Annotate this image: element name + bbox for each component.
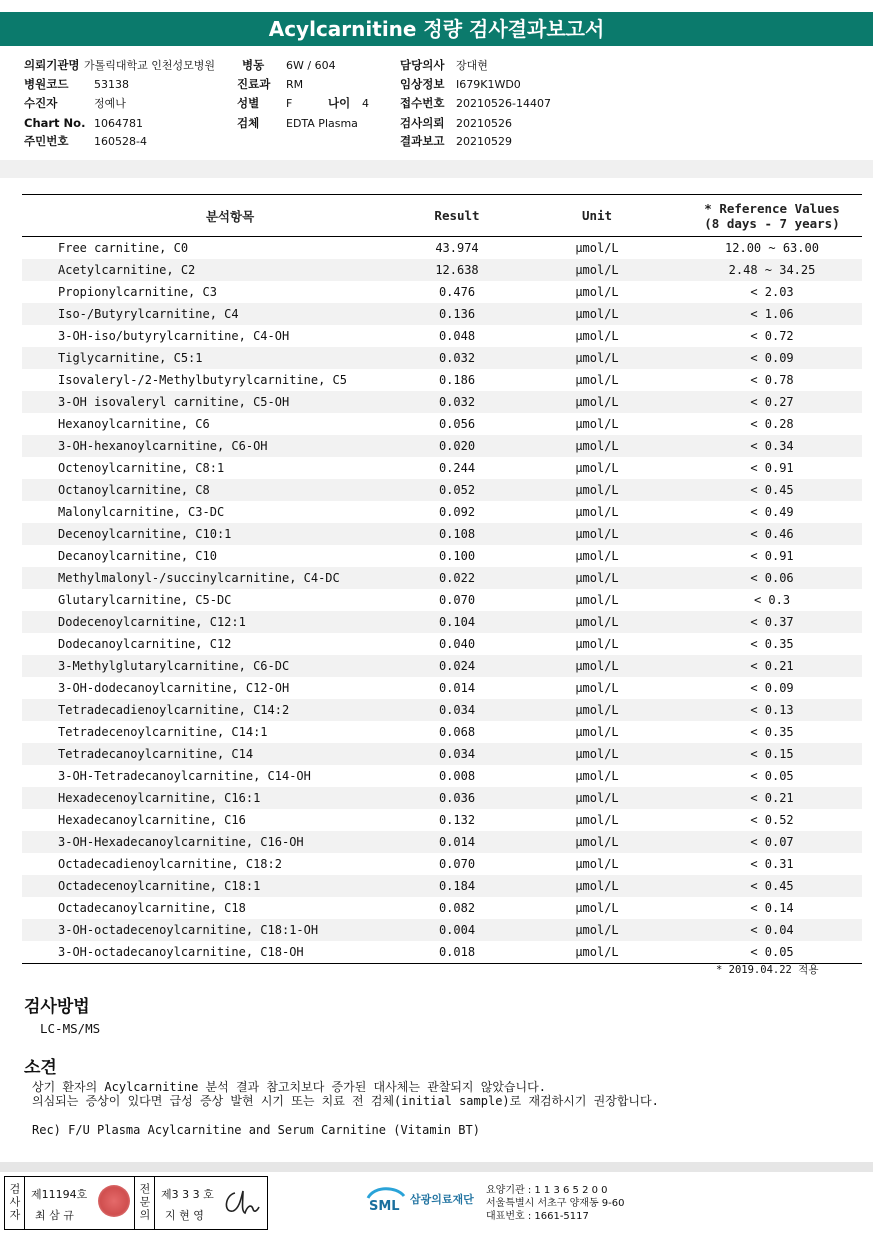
header-reference-line1: * Reference Values <box>704 200 840 216</box>
row-name: Hexanoylcarnitine, C6 <box>58 417 210 431</box>
row-unit: μmol/L <box>575 373 619 387</box>
signature-box <box>4 1176 268 1230</box>
table-row <box>22 611 862 633</box>
report-value: 20210529 <box>456 135 512 148</box>
row-reference: < 0.35 <box>750 725 794 739</box>
table-row <box>22 743 862 765</box>
row-name: Glutarylcarnitine, C5-DC <box>58 593 232 607</box>
report-label: 결과보고 <box>400 134 445 148</box>
row-name: Malonylcarnitine, C3-DC <box>58 505 225 519</box>
row-name: Octanoylcarnitine, C8 <box>22 479 402 501</box>
opinion-line1: 상기 환자의 Acylcarnitine 분석 결과 참고치보다 증가된 대사체는 관찰되지 않았습니다. <box>32 1080 546 1094</box>
row-reference: < 0.37 <box>682 611 862 633</box>
row-reference: < 0.45 <box>682 875 862 897</box>
inspector-label <box>5 1177 25 1229</box>
opinion-text <box>32 1080 659 1108</box>
row-name: Decenoylcarnitine, C10:1 <box>22 523 402 545</box>
row-name: Propionylcarnitine, C3 <box>58 285 217 299</box>
reviewer-name: 지 현 영 <box>165 1209 204 1222</box>
row-unit: μmol/L <box>512 435 682 457</box>
ward-value: 6W / 604 <box>286 59 336 72</box>
row-unit: μmol/L <box>512 567 682 589</box>
row-reference: < 0.05 <box>682 941 862 964</box>
row-result: 0.008 <box>438 769 476 783</box>
table-row <box>22 721 862 743</box>
inspector-label-text: 검사자 <box>8 1183 21 1222</box>
row-reference: < 0.46 <box>682 523 862 545</box>
header-item: 분석항목 <box>22 195 402 237</box>
table-row <box>22 259 862 281</box>
row-reference: < 0.09 <box>682 347 862 369</box>
method-title: 검사방법 <box>24 997 90 1017</box>
footnote: * 2019.04.22 적용 <box>716 964 819 976</box>
row-result: 0.136 <box>402 303 512 325</box>
lab-code: 요양기관 : 1 1 3 6 5 2 0 0 <box>486 1185 608 1196</box>
doctor-value: 장대현 <box>456 59 488 72</box>
row-result: 0.024 <box>402 655 512 677</box>
row-unit: μmol/L <box>575 417 619 431</box>
row-reference: < 0.04 <box>682 919 862 941</box>
table-row <box>22 457 862 479</box>
code-value: 53138 <box>94 78 129 91</box>
sex-value: F <box>286 97 293 110</box>
row-unit: μmol/L <box>575 593 619 607</box>
row-unit: μmol/L <box>512 787 682 809</box>
table-row <box>22 545 862 567</box>
row-reference: < 0.21 <box>682 655 862 677</box>
table-header-row <box>22 195 862 237</box>
row-result: 0.018 <box>402 941 512 964</box>
age-label: 나이 <box>328 96 351 110</box>
row-unit: μmol/L <box>512 699 682 721</box>
specimen-label: 검체 <box>237 116 260 130</box>
results-body <box>22 237 862 964</box>
row-unit: μmol/L <box>575 285 619 299</box>
lab-address: 서울특별시 서초구 양재동 9-60 <box>486 1198 625 1209</box>
seal-stamp <box>98 1185 130 1217</box>
row-name: 3-OH-Hexadecanoylcarnitine, C16-OH <box>22 831 402 853</box>
row-result: 0.034 <box>402 743 512 765</box>
code-label: 병원코드 <box>24 77 69 91</box>
row-unit: μmol/L <box>512 831 682 853</box>
patient-info <box>24 56 864 156</box>
table-row <box>22 809 862 831</box>
row-unit: μmol/L <box>512 875 682 897</box>
table-row <box>22 765 862 787</box>
sml-logo-icon <box>366 1184 406 1214</box>
row-unit: μmol/L <box>512 919 682 941</box>
results-table <box>22 194 862 964</box>
separator-band <box>0 160 873 178</box>
receipt-value: 20210526-14407 <box>456 97 551 110</box>
table-row <box>22 897 862 919</box>
row-reference: < 1.06 <box>682 303 862 325</box>
row-result: 0.004 <box>402 919 512 941</box>
row-name: Tiglycarnitine, C5:1 <box>22 347 402 369</box>
row-name: 3-OH-hexanoylcarnitine, C6-OH <box>22 435 402 457</box>
table-row <box>22 919 862 941</box>
lab-info <box>486 1184 625 1223</box>
row-result: 0.132 <box>438 813 476 827</box>
row-name: 3-OH-octadecenoylcarnitine, C18:1-OH <box>22 919 402 941</box>
row-name: 3-OH-dodecanoylcarnitine, C12-OH <box>58 681 290 695</box>
ward-label: 병동 <box>242 58 265 72</box>
row-unit: μmol/L <box>575 681 619 695</box>
row-name: Dodecenoylcarnitine, C12:1 <box>22 611 402 633</box>
header-unit: Unit <box>512 195 682 237</box>
table-row <box>22 281 862 303</box>
row-unit: μmol/L <box>575 901 619 915</box>
table-row <box>22 941 862 964</box>
row-unit: μmol/L <box>512 259 682 281</box>
table-row <box>22 567 862 589</box>
opinion-line2: 의심되는 증상이 있다면 급성 증상 발현 시기 또는 치료 전 검체(initial sample)로 재검하시기 권장합니다. <box>32 1094 659 1108</box>
row-unit: μmol/L <box>575 505 619 519</box>
recommendation: Rec) F/U Plasma Acylcarnitine and Serum Carnitine (Vitamin BT) <box>32 1123 480 1137</box>
lab-phone: 대표번호 : 1661-5117 <box>486 1211 589 1222</box>
chart-value: 1064781 <box>94 117 143 130</box>
row-name: Octenoylcarnitine, C8:1 <box>58 461 225 475</box>
row-name: 3-Methylglutarylcarnitine, C6-DC <box>22 655 402 677</box>
row-reference: < 0.27 <box>682 391 862 413</box>
row-reference: 12.00 ~ 63.00 <box>725 241 819 255</box>
row-reference: < 0.72 <box>750 329 794 343</box>
table-row <box>22 655 862 677</box>
header-reference-line2: (8 days - 7 years) <box>704 215 840 231</box>
row-result: 0.056 <box>438 417 476 431</box>
row-name: Hexadecanoylcarnitine, C16 <box>58 813 246 827</box>
row-unit: μmol/L <box>575 857 619 871</box>
row-reference: < 0.31 <box>750 857 794 871</box>
sex-label: 성별 <box>237 96 260 110</box>
row-result: 12.638 <box>402 259 512 281</box>
row-name: Iso-/Butyrylcarnitine, C4 <box>22 303 402 325</box>
table-row <box>22 435 862 457</box>
name-value: 정예나 <box>94 97 126 110</box>
specimen-value: EDTA Plasma <box>286 117 358 130</box>
table-row <box>22 479 862 501</box>
row-reference: < 0.91 <box>750 549 794 563</box>
row-reference: < 0.35 <box>750 637 794 651</box>
lab-name: 삼광의료재단 <box>410 1193 474 1206</box>
dept-label: 진료과 <box>237 77 271 91</box>
row-name: Octadecadienoylcarnitine, C18:2 <box>58 857 282 871</box>
row-result: 0.052 <box>402 479 512 501</box>
row-name: Octadecenoylcarnitine, C18:1 <box>22 875 402 897</box>
row-unit: μmol/L <box>512 523 682 545</box>
table-row <box>22 787 862 809</box>
id-label: 주민번호 <box>24 134 69 148</box>
hospital-label: 의뢰기관명 <box>24 58 80 72</box>
inspector-name: 최 삼 규 <box>35 1209 74 1222</box>
row-result: 0.014 <box>438 681 476 695</box>
row-unit: μmol/L <box>512 347 682 369</box>
row-reference: < 0.49 <box>750 505 794 519</box>
row-result: 0.070 <box>438 593 476 607</box>
reviewer-label <box>135 1177 155 1229</box>
table-row <box>22 677 862 699</box>
row-result: 0.032 <box>402 391 512 413</box>
row-reference: < 0.34 <box>682 435 862 457</box>
reviewer-cell <box>155 1177 267 1229</box>
row-reference: 2.48 ~ 34.25 <box>682 259 862 281</box>
row-result: 0.032 <box>402 347 512 369</box>
row-result: 0.020 <box>402 435 512 457</box>
row-reference: < 0.52 <box>750 813 794 827</box>
table-row <box>22 369 862 391</box>
row-unit: μmol/L <box>575 549 619 563</box>
row-name: Octadecanoylcarnitine, C18 <box>58 901 246 915</box>
row-unit: μmol/L <box>575 725 619 739</box>
reviewer-number: 제3 3 3 호 <box>161 1188 214 1201</box>
row-result: 0.036 <box>402 787 512 809</box>
row-reference: < 0.13 <box>682 699 862 721</box>
table-row <box>22 853 862 875</box>
opinion-title: 소견 <box>24 1058 57 1078</box>
hospital-value: 가톨릭대학교 인천성모병원 <box>84 59 216 72</box>
signature-icon <box>221 1185 261 1221</box>
clinical-value: I679K1WD0 <box>456 78 521 91</box>
row-result: 0.244 <box>438 461 476 475</box>
row-result: 0.022 <box>402 567 512 589</box>
row-reference: < 0.3 <box>753 593 791 607</box>
sml-logo-mark: SML <box>369 1199 400 1214</box>
row-name: 3-OH isovaleryl carnitine, C5-OH <box>22 391 402 413</box>
table-row <box>22 875 862 897</box>
name-label: 수진자 <box>24 96 58 110</box>
dept-value: RM <box>286 78 304 91</box>
table-row <box>22 831 862 853</box>
table-row <box>22 325 862 347</box>
row-result: 0.092 <box>438 505 476 519</box>
row-result: 0.108 <box>402 523 512 545</box>
row-reference: < 0.78 <box>750 373 794 387</box>
table-row <box>22 303 862 325</box>
row-unit: μmol/L <box>575 329 619 343</box>
table-row <box>22 589 862 611</box>
table-row <box>22 699 862 721</box>
row-result: 0.040 <box>438 637 476 651</box>
row-unit: μmol/L <box>512 303 682 325</box>
bottom-band <box>0 1162 873 1172</box>
table-row <box>22 237 862 260</box>
row-name: Methylmalonyl-/succinylcarnitine, C4-DC <box>22 567 402 589</box>
row-reference: < 0.05 <box>750 769 794 783</box>
row-name: Tetradecenoylcarnitine, C14:1 <box>58 725 268 739</box>
row-name: Hexadecenoylcarnitine, C16:1 <box>22 787 402 809</box>
table-row <box>22 347 862 369</box>
row-reference: < 0.91 <box>750 461 794 475</box>
row-result: 43.974 <box>435 241 479 255</box>
row-result: 0.186 <box>438 373 476 387</box>
row-reference: < 0.28 <box>750 417 794 431</box>
row-result: 0.014 <box>402 831 512 853</box>
row-reference: < 0.45 <box>682 479 862 501</box>
row-unit: μmol/L <box>512 611 682 633</box>
row-unit: μmol/L <box>512 479 682 501</box>
row-result: 0.104 <box>402 611 512 633</box>
row-result: 0.100 <box>438 549 476 563</box>
inspector-cell <box>25 1177 135 1229</box>
table-row <box>22 413 862 435</box>
row-reference: < 0.09 <box>750 681 794 695</box>
row-name: Isovaleryl-/2-Methylbutyrylcarnitine, C5 <box>58 373 347 387</box>
row-name: 3-OH-iso/butyrylcarnitine, C4-OH <box>58 329 290 343</box>
chart-label: Chart No. <box>24 116 86 130</box>
row-reference: < 0.21 <box>682 787 862 809</box>
row-result: 0.184 <box>402 875 512 897</box>
row-name: Acetylcarnitine, C2 <box>22 259 402 281</box>
method-value: LC-MS/MS <box>40 1021 101 1036</box>
row-name: Tetradecanoylcarnitine, C14 <box>22 743 402 765</box>
table-row <box>22 501 862 523</box>
row-reference: < 0.14 <box>750 901 794 915</box>
row-name: 3-OH-Tetradecanoylcarnitine, C14-OH <box>58 769 311 783</box>
table-row <box>22 523 862 545</box>
row-reference: < 0.15 <box>682 743 862 765</box>
row-result: 0.476 <box>438 285 476 299</box>
row-name: Decanoylcarnitine, C10 <box>58 549 217 563</box>
row-name: Tetradecadienoylcarnitine, C14:2 <box>22 699 402 721</box>
clinical-label: 임상정보 <box>400 77 445 91</box>
row-reference: < 0.06 <box>682 567 862 589</box>
row-unit: μmol/L <box>575 637 619 651</box>
row-unit: μmol/L <box>575 769 619 783</box>
inspector-number: 제11194호 <box>31 1188 88 1201</box>
row-unit: μmol/L <box>575 813 619 827</box>
table-row <box>22 391 862 413</box>
row-unit: μmol/L <box>512 391 682 413</box>
row-name: Free carnitine, C0 <box>58 241 189 255</box>
row-unit: μmol/L <box>575 461 619 475</box>
row-result: 0.068 <box>438 725 476 739</box>
row-reference: < 2.03 <box>750 285 794 299</box>
reviewer-label-text: 전문의 <box>138 1183 151 1222</box>
table-row <box>22 633 862 655</box>
row-unit: μmol/L <box>512 743 682 765</box>
row-unit: μmol/L <box>512 655 682 677</box>
receipt-label: 접수번호 <box>400 96 445 110</box>
id-value: 160528-4 <box>94 135 147 148</box>
doctor-label: 담당의사 <box>400 58 445 72</box>
report-title: Acylcarnitine 정량 검사결과보고서 <box>0 12 873 46</box>
row-result: 0.048 <box>438 329 476 343</box>
row-result: 0.034 <box>402 699 512 721</box>
row-unit: μmol/L <box>512 941 682 964</box>
request-label: 검사의뢰 <box>400 116 445 130</box>
sml-logo <box>366 1184 474 1214</box>
row-name: Dodecanoylcarnitine, C12 <box>58 637 232 651</box>
age-value: 4 <box>362 97 369 110</box>
row-reference: < 0.07 <box>682 831 862 853</box>
request-value: 20210526 <box>456 117 512 130</box>
row-unit: μmol/L <box>575 241 619 255</box>
row-name: 3-OH-octadecanoylcarnitine, C18-OH <box>22 941 402 964</box>
row-result: 0.070 <box>438 857 476 871</box>
row-result: 0.082 <box>438 901 476 915</box>
header-result: Result <box>402 195 512 237</box>
header-reference <box>682 195 862 237</box>
